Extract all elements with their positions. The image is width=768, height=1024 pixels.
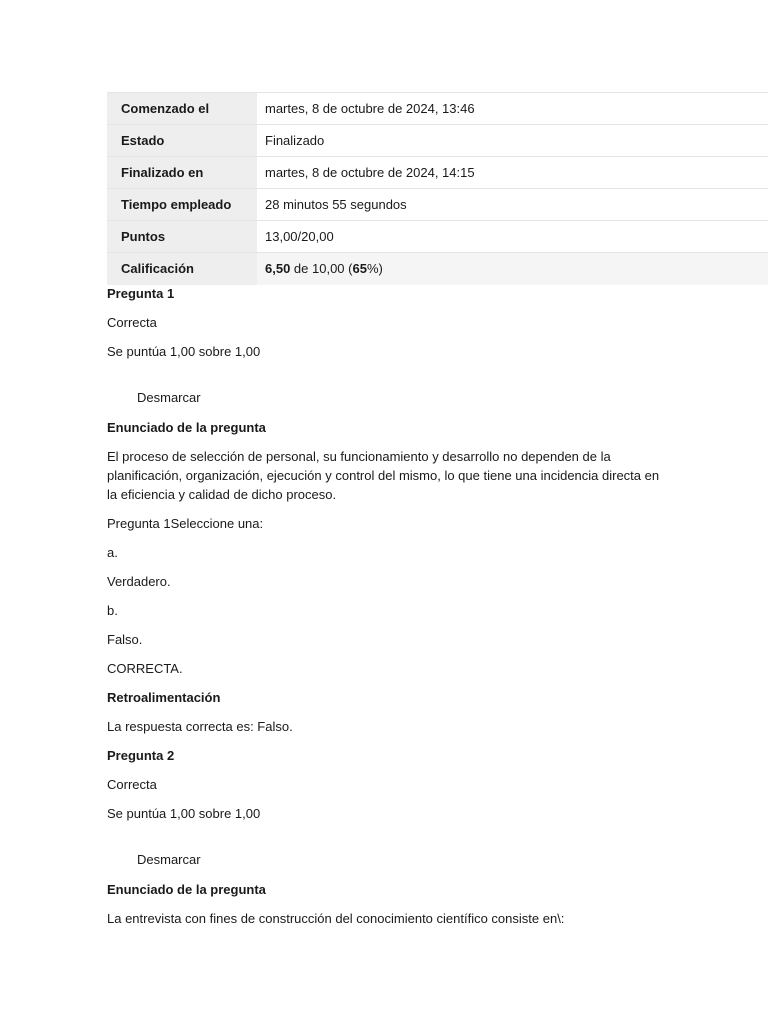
finished-value: martes, 8 de octubre de 2024, 14:15: [257, 157, 768, 189]
question-1-option-a-letter[interactable]: a.: [107, 545, 118, 560]
summary-row-grade: [107, 253, 768, 285]
question-2-flag-link[interactable]: Desmarcar: [137, 852, 201, 867]
question-1-text: El proceso de selección de personal, su funcionamiento y desarrollo no dependen de la planificación, organización, ejecución y control del mismo, lo que tiene una incidencia directa en la eficiencia y calidad de dicho proceso.: [107, 449, 660, 502]
question-2-mark: Se puntúa 1,00 sobre 1,00: [107, 806, 261, 821]
question-1-result: CORRECTA.: [107, 661, 183, 676]
question-1-mark: Se puntúa 1,00 sobre 1,00: [107, 344, 261, 359]
finished-label: Finalizado en: [107, 157, 257, 189]
points-value: 13,00/20,00: [257, 221, 768, 253]
questions-content: [107, 284, 667, 938]
started-value: martes, 8 de octubre de 2024, 13:46: [257, 93, 768, 125]
grade-score: 6,50: [265, 261, 291, 277]
question-1-feedback-heading: Retroalimentación: [107, 690, 221, 705]
grade-end: %): [366, 261, 383, 277]
started-label: Comenzado el: [107, 93, 257, 125]
question-2-text: La entrevista con fines de construcción del conocimiento científico consiste en\:: [107, 911, 565, 926]
attempt-summary-table: [107, 92, 768, 285]
question-1-state: Correcta: [107, 315, 157, 330]
state-label: Estado: [107, 125, 257, 157]
summary-row-points: [107, 221, 768, 253]
grade-middle: de 10,00 (: [290, 261, 353, 277]
grade-percent: 65: [352, 261, 367, 277]
question-1-statement-heading: Enunciado de la pregunta: [107, 420, 266, 435]
question-1-feedback: La respuesta correcta es: Falso.: [107, 719, 293, 734]
summary-row-state: [107, 125, 768, 157]
question-1-prompt: Pregunta 1Seleccione una:: [107, 516, 264, 531]
points-label: Puntos: [107, 221, 257, 253]
grade-value: [257, 253, 768, 285]
question-1-option-b-letter[interactable]: b.: [107, 603, 118, 618]
summary-row-time: [107, 189, 768, 221]
question-2-state: Correcta: [107, 777, 157, 792]
time-label: Tiempo empleado: [107, 189, 257, 221]
question-1-option-a-text[interactable]: Verdadero.: [107, 574, 171, 589]
state-value: Finalizado: [257, 125, 768, 157]
grade-label: Calificación: [107, 253, 257, 285]
summary-row-finished: [107, 157, 768, 189]
question-1-title: Pregunta 1: [107, 286, 175, 301]
question-2-title: Pregunta 2: [107, 748, 175, 763]
summary-row-started: [107, 93, 768, 125]
question-2-statement-heading: Enunciado de la pregunta: [107, 882, 266, 897]
question-1-flag-link[interactable]: Desmarcar: [137, 390, 201, 405]
question-1-option-b-text[interactable]: Falso.: [107, 632, 143, 647]
time-value: 28 minutos 55 segundos: [257, 189, 768, 221]
